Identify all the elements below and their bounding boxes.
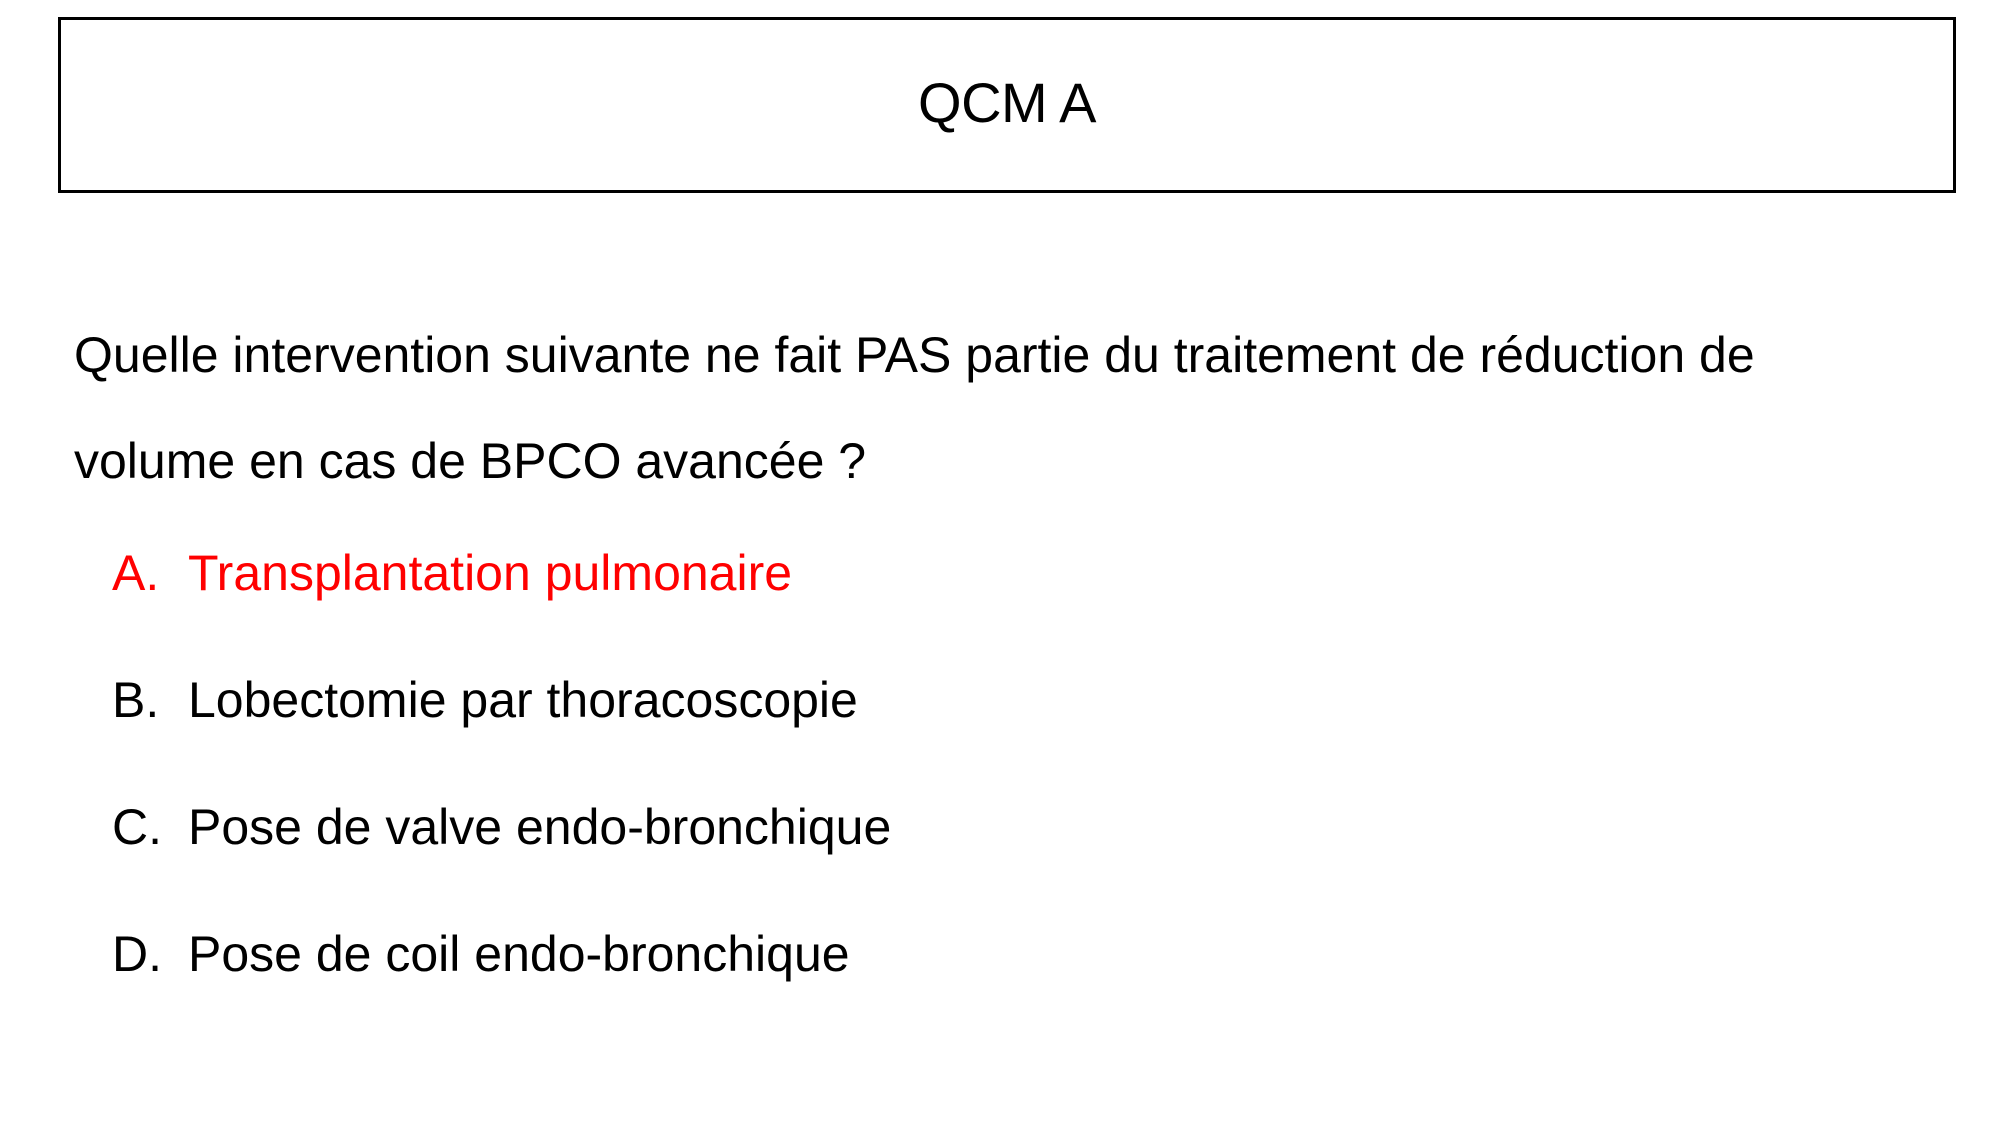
option-b[interactable] [112,672,858,728]
option-a-letter: A. [112,545,160,601]
option-d-letter: D. [112,926,162,982]
option-b-letter: B. [112,672,160,728]
option-b-label: Lobectomie par thoracoscopie [188,672,858,728]
question-text [74,302,1954,514]
slide-title: QCM A [918,71,1096,134]
option-c-letter: C. [112,799,162,855]
title-box [58,17,1956,193]
option-a-label: Transplantation pulmonaire [188,545,793,601]
option-d[interactable] [112,926,850,982]
question-line-2: volume en cas de BPCO avancée ? [74,433,867,489]
question-line-1: Quelle intervention suivante ne fait PAS partie du traitement de réduction de [74,327,1755,383]
option-a[interactable] [112,545,793,601]
option-c-label: Pose de valve endo-bronchique [188,799,892,855]
option-c[interactable] [112,799,892,855]
option-d-label: Pose de coil endo-bronchique [188,926,850,982]
